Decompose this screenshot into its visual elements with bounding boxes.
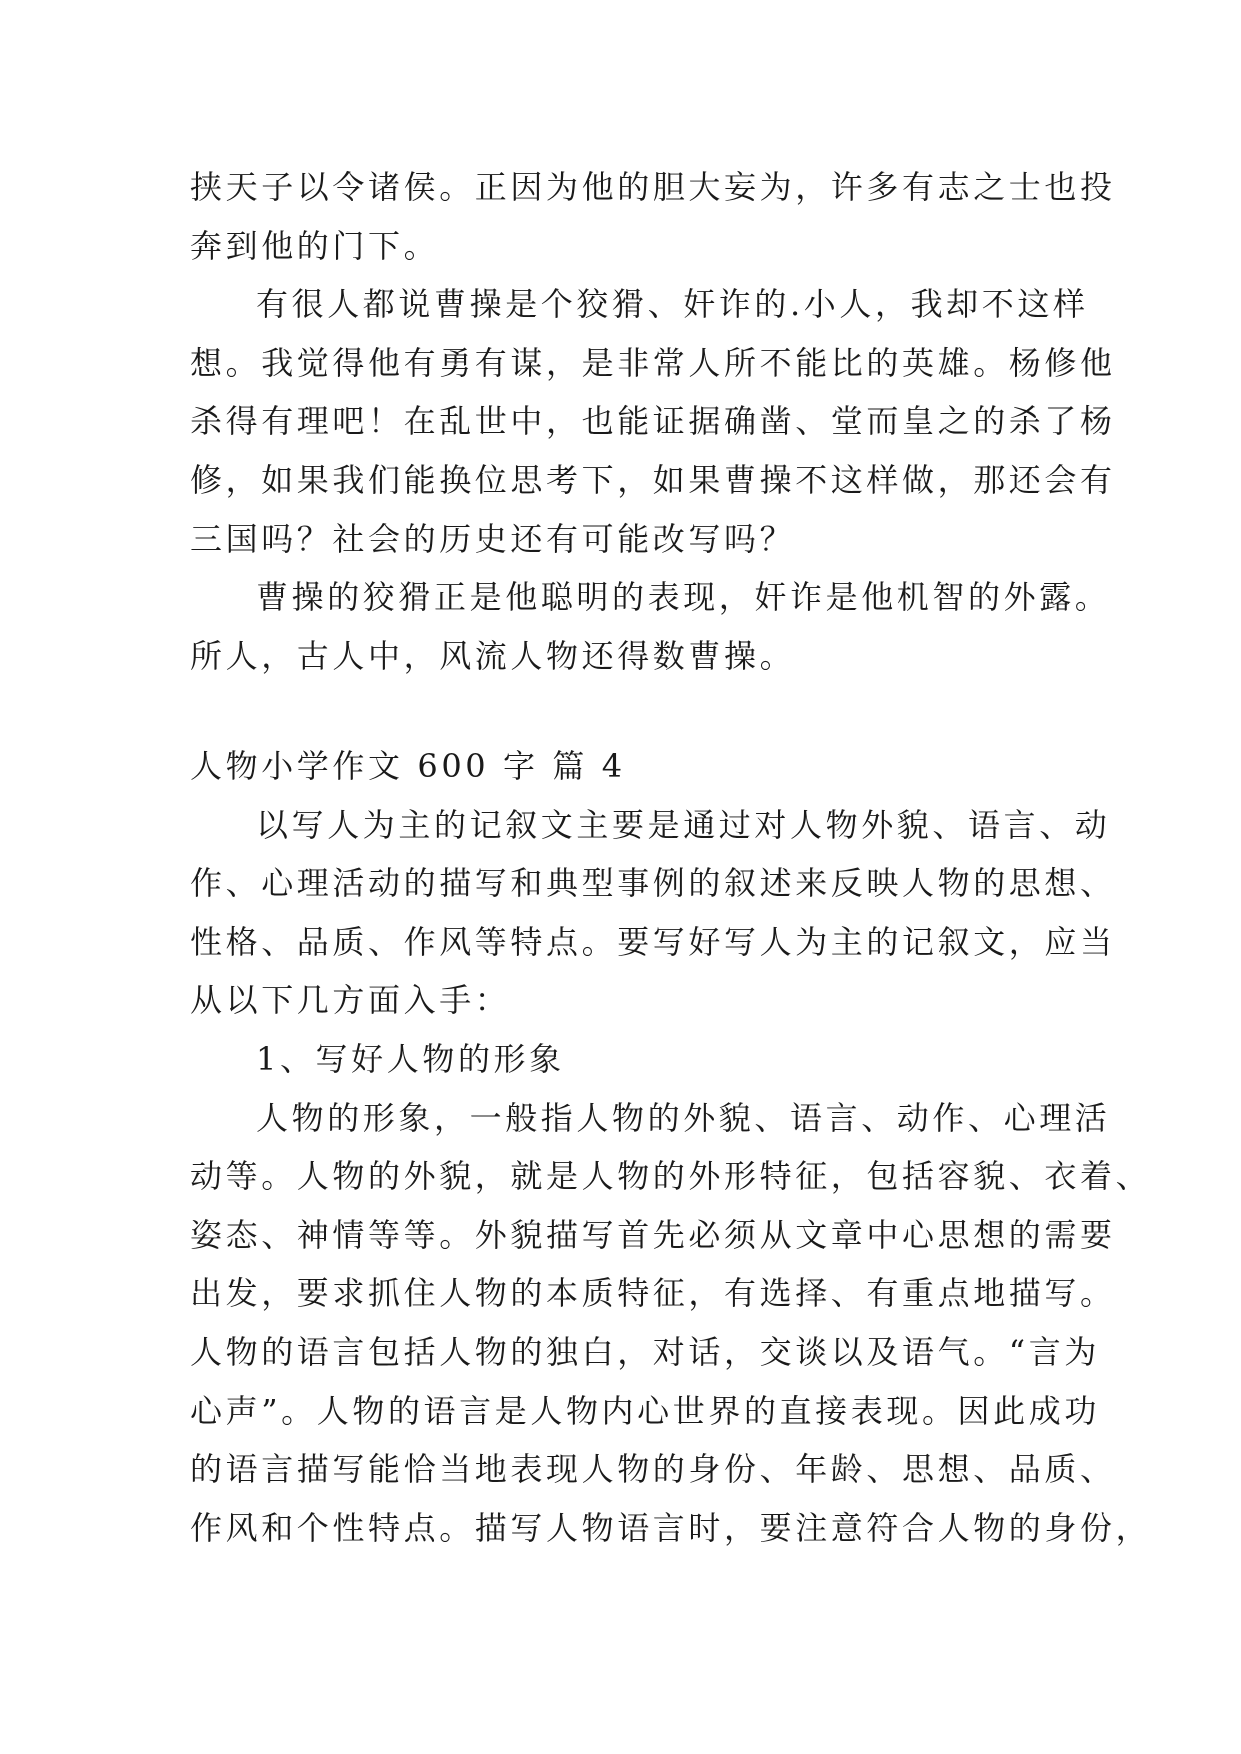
continuation-line-4: 想。我觉得他有勇有谋，是非常人所不能比的英雄。杨修他 — [190, 343, 1116, 382]
essay-4-line-6: 1、写好人物的形象 — [256, 1039, 565, 1078]
essay-4-section — [190, 737, 1152, 1557]
continuation-line-2: 奔到他的门下。 — [190, 226, 440, 265]
essay-4-line-12: 心声”。人物的语言是人物内心世界的直接表现。因此成功 — [190, 1391, 1100, 1430]
essay-4-line-11: 人物的语言包括人物的独白，对话，交谈以及语气。“言为 — [190, 1332, 1100, 1371]
essay-4-line-10: 出发，要求抓住人物的本质特征，有选择、有重点地描写。 — [190, 1274, 1116, 1313]
essay-4-line-3: 作、心理活动的描写和典型事例的叙述来反映人物的思想、 — [190, 864, 1116, 903]
essay-4-line-14: 作风和个性特点。描写人物语言时，要注意符合人物的身份， — [190, 1508, 1152, 1547]
essay-continuation — [190, 158, 1116, 685]
continuation-line-7: 三国吗？社会的历史还有可能改写吗？ — [190, 519, 796, 558]
continuation-line-1: 挟天子以令诸侯。正因为他的胆大妄为，许多有志之士也投 — [190, 168, 1116, 206]
essay-4-line-1: 人物小学作文 600 字 篇 4 — [190, 747, 626, 785]
essay-4-line-4: 性格、品质、作风等特点。要写好写人为主的记叙文，应当 — [190, 922, 1116, 961]
continuation-line-8: 曹操的狡猾正是他聪明的表现，奸诈是他机智的外露。 — [256, 578, 1111, 617]
essay-4-line-7: 人物的形象，一般指人物的外貌、语言、动作、心理活 — [256, 1098, 1111, 1137]
continuation-line-5: 杀得有理吧！在乱世中，也能证据确凿、堂而皇之的杀了杨 — [190, 402, 1116, 441]
essay-4-line-8: 动等。人物的外貌，就是人物的外形特征，包括容貌、衣着、 — [190, 1157, 1152, 1196]
essay-4-line-2: 以写人为主的记叙文主要是通过对人物外貌、语言、动 — [256, 805, 1111, 844]
continuation-line-6: 修，如果我们能换位思考下，如果曹操不这样做，那还会有 — [190, 460, 1116, 499]
essay-4-line-9: 姿态、神情等等。外貌描写首先必须从文章中心思想的需要 — [190, 1215, 1116, 1254]
essay-4-line-13: 的语言描写能恰当地表现人物的身份、年龄、思想、品质、 — [190, 1450, 1116, 1489]
continuation-line-9: 所人，古人中，风流人物还得数曹操。 — [190, 636, 796, 675]
essay-4-line-5: 从以下几方面入手： — [190, 981, 511, 1020]
continuation-line-3: 有很人都说曹操是个狡猾、奸诈的.小人，我却不这样 — [256, 285, 1089, 324]
